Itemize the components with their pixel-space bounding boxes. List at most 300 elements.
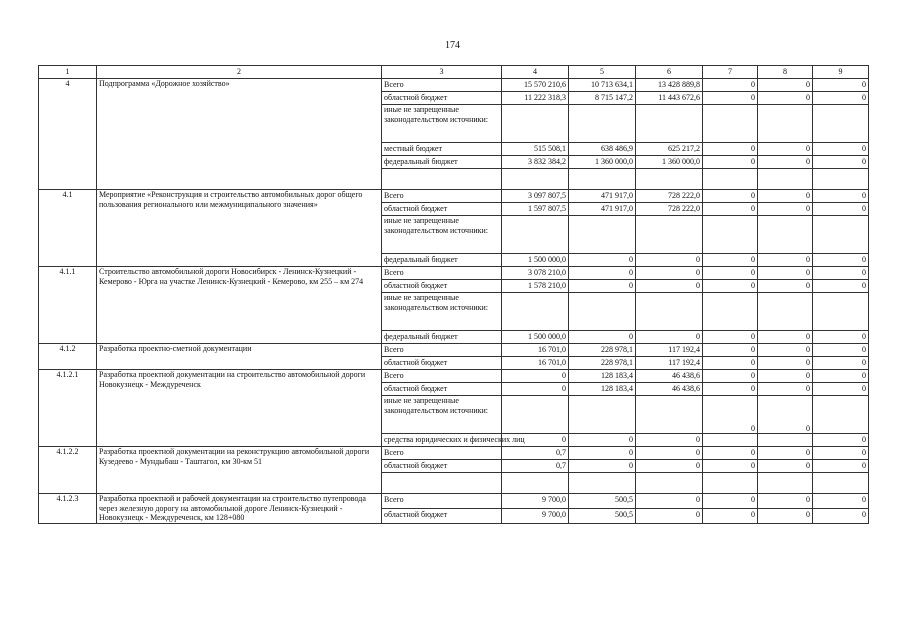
value: 0 xyxy=(751,80,755,89)
value: 0 xyxy=(751,204,755,213)
value: 0 xyxy=(862,358,866,367)
value: 0 xyxy=(806,448,810,457)
value: 1 597 807,5 xyxy=(528,204,566,213)
value-col-6 xyxy=(636,216,703,254)
value-col-8 xyxy=(758,267,813,280)
value: 0 xyxy=(562,384,566,393)
value-col-7 xyxy=(703,280,758,293)
value-col-5 xyxy=(569,156,636,169)
value: 15 570 210,6 xyxy=(524,80,566,89)
value-col-5 xyxy=(569,396,636,434)
column-header-8: 8 xyxy=(758,66,813,79)
funding-source xyxy=(382,434,525,447)
value: 0 xyxy=(562,371,566,380)
value-col-4 xyxy=(502,447,569,460)
value-col-7 xyxy=(703,370,758,383)
value xyxy=(760,105,810,142)
value: 0 xyxy=(696,461,700,470)
funding-source-label: федеральный бюджет xyxy=(384,255,458,264)
value-col-4 xyxy=(502,267,569,280)
row-code: 4.1.2.2 xyxy=(39,447,97,494)
funding-source-label: Всего xyxy=(384,191,404,200)
row-code: 4.1 xyxy=(39,190,97,267)
value: 500,5 xyxy=(615,509,633,519)
value-col-6 xyxy=(636,156,703,169)
funding-source-label: областной бюджет xyxy=(384,93,448,102)
column-header-row xyxy=(39,66,869,79)
value: 1 578 210,0 xyxy=(528,281,566,290)
value: 0 xyxy=(751,448,755,457)
value: 728 222,0 xyxy=(668,204,700,213)
value: 117 192,4 xyxy=(668,345,700,354)
funding-source-label: средства юридических и физических лиц xyxy=(384,435,525,444)
value-col-9 xyxy=(813,460,869,473)
value-col-4 xyxy=(502,105,569,143)
value-col-5 xyxy=(569,267,636,280)
value: 1 500 000,0 xyxy=(528,332,566,341)
funding-source xyxy=(382,357,502,370)
value-col-9 xyxy=(813,280,869,293)
value-col-7 xyxy=(703,460,758,473)
value xyxy=(571,216,633,253)
column-header-1: 1 xyxy=(39,66,97,79)
value: 13 428 889,8 xyxy=(658,80,700,89)
funding-source-label: областной бюджет xyxy=(384,384,448,393)
spacer-cell xyxy=(382,473,502,494)
value: 0 xyxy=(806,191,810,200)
funding-source xyxy=(382,92,502,105)
value: 0 xyxy=(751,332,755,341)
value: 10 713 634,1 xyxy=(591,80,633,89)
value-col-6 xyxy=(636,383,703,396)
value-col-5 xyxy=(569,460,636,473)
value-col-9 xyxy=(813,216,869,254)
value-col-8 xyxy=(758,434,813,447)
value-col-5 xyxy=(569,280,636,293)
funding-source-label: областной бюджет xyxy=(384,281,448,290)
value-col-4 xyxy=(502,396,569,434)
value: 1 360 000,0 xyxy=(595,157,633,166)
value-col-8 xyxy=(758,344,813,357)
value xyxy=(815,105,866,142)
row-name: Разработка проектной и рабочей документации на строительство путепровода через железную дорогу на автомобильной дороге Ленинск-Кузнецкий - Новокузнецк - Междуреченск, км 128+080 xyxy=(97,494,382,524)
value xyxy=(815,216,866,253)
funding-source xyxy=(382,331,502,344)
value-col-7 xyxy=(703,494,758,509)
value-col-6 xyxy=(636,143,703,156)
value: 0 xyxy=(629,268,633,277)
value-col-5 xyxy=(569,357,636,370)
funding-source xyxy=(382,293,502,331)
value-col-7 xyxy=(703,254,758,267)
value: 16 701,0 xyxy=(538,345,566,354)
value-col-9 xyxy=(813,190,869,203)
value: 0 xyxy=(806,461,810,470)
value-col-6 xyxy=(636,447,703,460)
value: 0 xyxy=(862,448,866,457)
value: 0 xyxy=(562,435,566,444)
funding-source xyxy=(382,383,502,396)
value xyxy=(638,293,700,330)
value-col-7 xyxy=(703,383,758,396)
value-col-8 xyxy=(758,508,813,523)
value: 0 xyxy=(629,332,633,341)
value-col-9 xyxy=(813,447,869,460)
value xyxy=(760,293,810,330)
value xyxy=(504,396,566,433)
funding-source-label: Всего xyxy=(384,371,404,380)
value-col-6 xyxy=(636,280,703,293)
value: 0 xyxy=(696,448,700,457)
value xyxy=(760,216,810,253)
value: 0 xyxy=(751,495,755,504)
value: 0 xyxy=(751,358,755,367)
funding-source-label: иные не запрещенные законодательством источники: xyxy=(384,216,489,235)
value: 117 192,4 xyxy=(668,358,700,367)
value xyxy=(504,216,566,253)
value: 1 360 000,0 xyxy=(662,157,700,166)
value-col-6 xyxy=(636,344,703,357)
value: 128 183,4 xyxy=(601,384,633,393)
row-name: Разработка проектно-сметной документации xyxy=(97,344,382,370)
funding-source-label: иные не запрещенные законодательством источники: xyxy=(384,293,489,312)
value-col-7 xyxy=(703,293,758,331)
value-col-9 xyxy=(813,267,869,280)
value: 0 xyxy=(629,448,633,457)
value: 0 xyxy=(629,461,633,470)
value-col-4 xyxy=(502,293,569,331)
row-name: Подпрограмма «Дорожное хозяйство» xyxy=(97,79,382,190)
value-col-9 xyxy=(813,370,869,383)
value xyxy=(815,396,866,433)
value: 0 xyxy=(751,191,755,200)
value: 0 xyxy=(751,93,755,102)
spacer-cell xyxy=(636,169,703,190)
value: 0 xyxy=(696,332,700,341)
value: 0 xyxy=(751,384,755,393)
column-header-2: 2 xyxy=(97,66,382,79)
value-col-7 xyxy=(703,190,758,203)
table-row xyxy=(39,370,869,383)
value-col-8 xyxy=(758,190,813,203)
spacer-cell xyxy=(636,473,703,494)
value: 471 917,0 xyxy=(601,191,633,200)
funding-source xyxy=(382,143,502,156)
value-col-4 xyxy=(502,216,569,254)
value-col-7 xyxy=(703,105,758,143)
row-name: Разработка проектной документации на строительство автомобильной дороги Новокузнецк - Междуреченск xyxy=(97,370,382,447)
value: 0 xyxy=(862,80,866,89)
budget-table xyxy=(38,65,869,524)
funding-source xyxy=(382,267,502,280)
value-col-5 xyxy=(569,143,636,156)
value-col-4 xyxy=(502,254,569,267)
funding-source-label: областной бюджет xyxy=(384,358,448,367)
value: 0 xyxy=(806,255,810,264)
table-row xyxy=(39,190,869,203)
page-number: 174 xyxy=(445,40,460,51)
value-col-8 xyxy=(758,143,813,156)
spacer-cell xyxy=(569,169,636,190)
value-col-8 xyxy=(758,280,813,293)
value: 0 xyxy=(862,281,866,290)
value-col-8 xyxy=(758,357,813,370)
value: 0 xyxy=(751,268,755,277)
value-col-7 xyxy=(703,508,758,523)
funding-source xyxy=(382,156,502,169)
value-col-9 xyxy=(813,105,869,143)
value-col-5 xyxy=(569,494,636,509)
value: 638 486,9 xyxy=(601,144,633,153)
value-col-4 xyxy=(502,280,569,293)
value: 3 832 384,2 xyxy=(528,157,566,166)
value-col-9 xyxy=(813,331,869,344)
value: 0 xyxy=(696,435,700,444)
funding-source xyxy=(382,447,502,460)
value: 228 978,1 xyxy=(601,358,633,367)
row-code: 4 xyxy=(39,79,97,190)
spacer-cell xyxy=(502,169,569,190)
row-name: Строительство автомобильной дороги Новосибирск - Ленинск-Кузнецкий - Кемерово - Юрга на участке Ленинск-Кузнецкий - Кемерово, км 255 – км 274 xyxy=(97,267,382,344)
funding-source-label: Всего xyxy=(384,80,404,89)
value-col-9 xyxy=(813,92,869,105)
value xyxy=(571,105,633,142)
value-col-8 xyxy=(758,216,813,254)
funding-source xyxy=(382,370,502,383)
value: 0 xyxy=(751,144,755,153)
value-col-6 xyxy=(636,434,703,447)
value: 0,7 xyxy=(556,448,566,457)
row-code: 4.1.1 xyxy=(39,267,97,344)
value-col-6 xyxy=(636,79,703,92)
value-col-8 xyxy=(758,203,813,216)
value-col-6 xyxy=(636,396,703,434)
value-col-5 xyxy=(569,293,636,331)
value-col-8 xyxy=(758,254,813,267)
value-col-4 xyxy=(502,494,569,509)
value: 0 xyxy=(751,281,755,290)
value-col-5 xyxy=(569,105,636,143)
spacer-cell xyxy=(382,169,502,190)
value-col-5 xyxy=(569,344,636,357)
funding-source xyxy=(382,344,502,357)
value: 0 xyxy=(751,371,755,380)
value: 16 701,0 xyxy=(538,358,566,367)
value: 0 xyxy=(862,191,866,200)
value: 0 xyxy=(862,371,866,380)
value-col-6 xyxy=(636,190,703,203)
column-header-9: 9 xyxy=(813,66,869,79)
funding-source xyxy=(382,216,502,254)
value: 1 500 000,0 xyxy=(528,255,566,264)
value: 0 xyxy=(806,157,810,166)
value-col-9 xyxy=(813,293,869,331)
value: 46 438,6 xyxy=(672,384,700,393)
value: 0 xyxy=(806,281,810,290)
value-col-8 xyxy=(758,105,813,143)
value-col-4 xyxy=(502,357,569,370)
value xyxy=(638,105,700,142)
value: 515 508,1 xyxy=(534,144,566,153)
funding-source xyxy=(382,396,502,434)
value: 11 222 318,3 xyxy=(524,93,566,102)
value-col-9 xyxy=(813,254,869,267)
value-col-8 xyxy=(758,383,813,396)
funding-source-label: областной бюджет xyxy=(384,509,448,519)
value-col-5 xyxy=(569,383,636,396)
value-col-6 xyxy=(636,105,703,143)
spacer-cell xyxy=(813,473,869,494)
value: 0 xyxy=(629,435,633,444)
value-col-7 xyxy=(703,357,758,370)
value-col-8 xyxy=(758,331,813,344)
value: 0 xyxy=(806,332,810,341)
value-col-9 xyxy=(813,383,869,396)
value-col-6 xyxy=(636,460,703,473)
value-col-7 xyxy=(703,92,758,105)
value-col-4 xyxy=(502,460,569,473)
value-col-4 xyxy=(502,344,569,357)
value xyxy=(705,434,755,446)
value: 0 xyxy=(751,423,755,433)
value-col-8 xyxy=(758,447,813,460)
funding-source xyxy=(382,190,502,203)
value-col-9 xyxy=(813,508,869,523)
table-row xyxy=(39,344,869,357)
value-col-7 xyxy=(703,203,758,216)
funding-source xyxy=(382,460,502,473)
value-col-4 xyxy=(502,190,569,203)
value-col-5 xyxy=(569,447,636,460)
value: 0 xyxy=(862,384,866,393)
value: 0 xyxy=(806,358,810,367)
value: 728 222,0 xyxy=(668,191,700,200)
table-row xyxy=(39,267,869,280)
value-col-5 xyxy=(569,190,636,203)
value-col-9 xyxy=(813,396,869,434)
value: 0 xyxy=(862,435,866,444)
column-header-7: 7 xyxy=(703,66,758,79)
value-col-4 xyxy=(502,156,569,169)
spacer-cell xyxy=(569,473,636,494)
value-col-7 xyxy=(703,447,758,460)
value-col-8 xyxy=(758,370,813,383)
value-col-6 xyxy=(636,370,703,383)
value-col-9 xyxy=(813,434,869,447)
value: 0 xyxy=(862,255,866,264)
value: 0 xyxy=(862,495,866,504)
value-col-6 xyxy=(636,92,703,105)
value-col-6 xyxy=(636,331,703,344)
value-col-9 xyxy=(813,79,869,92)
value-col-8 xyxy=(758,79,813,92)
table-row xyxy=(39,494,869,509)
column-header-4: 4 xyxy=(502,66,569,79)
value: 0 xyxy=(751,157,755,166)
value-col-5 xyxy=(569,92,636,105)
value: 625 217,2 xyxy=(668,144,700,153)
funding-source xyxy=(382,508,502,523)
value-col-7 xyxy=(703,344,758,357)
value: 0 xyxy=(751,509,755,519)
value-col-8 xyxy=(758,494,813,509)
value: 0 xyxy=(862,204,866,213)
value: 0 xyxy=(751,255,755,264)
value: 0 xyxy=(629,281,633,290)
value: 0 xyxy=(862,509,866,519)
value-col-4 xyxy=(502,331,569,344)
value xyxy=(638,396,700,433)
value: 0 xyxy=(862,461,866,470)
value-col-4 xyxy=(502,203,569,216)
value: 0 xyxy=(806,144,810,153)
spacer-cell xyxy=(703,473,758,494)
value-col-8 xyxy=(758,156,813,169)
value: 0 xyxy=(806,495,810,504)
value xyxy=(571,293,633,330)
funding-source-label: областной бюджет xyxy=(384,461,448,470)
value: 0 xyxy=(806,80,810,89)
value-col-8 xyxy=(758,92,813,105)
spacer-cell xyxy=(813,169,869,190)
value: 0 xyxy=(696,281,700,290)
value xyxy=(504,293,566,330)
value-col-9 xyxy=(813,357,869,370)
value: 0 xyxy=(751,461,755,470)
value-col-5 xyxy=(569,216,636,254)
value-col-4 xyxy=(502,92,569,105)
row-name: Мероприятие «Реконструкция и строительство автомобильных дорог общего пользования регионального или межмуниципального значения» xyxy=(97,190,382,267)
row-code: 4.1.2.1 xyxy=(39,370,97,447)
value: 0 xyxy=(806,371,810,380)
value: 0 xyxy=(862,93,866,102)
value: 0 xyxy=(696,495,700,504)
funding-source-label: Всего xyxy=(384,495,404,504)
row-name: Разработка проектной документации на реконструкцию автомобильной дороги Кузедеево - Мундыбаш - Таштагол, км 30-км 51 xyxy=(97,447,382,494)
spacer-cell xyxy=(758,473,813,494)
value-col-9 xyxy=(813,143,869,156)
value: 9 700,0 xyxy=(542,509,566,519)
value: 3 097 807,5 xyxy=(528,191,566,200)
value: 228 978,1 xyxy=(601,345,633,354)
value: 0 xyxy=(806,204,810,213)
value-col-6 xyxy=(636,293,703,331)
value: 46 438,6 xyxy=(672,371,700,380)
value xyxy=(571,396,633,433)
value: 0 xyxy=(696,509,700,519)
value-col-8 xyxy=(758,460,813,473)
value: 11 443 672,6 xyxy=(658,93,700,102)
value-col-4 xyxy=(502,143,569,156)
value: 0 xyxy=(862,268,866,277)
value: 0 xyxy=(806,93,810,102)
funding-source xyxy=(382,494,502,509)
value: 0 xyxy=(862,345,866,354)
column-header-6: 6 xyxy=(636,66,703,79)
value-col-7 xyxy=(703,396,758,434)
value xyxy=(705,293,755,330)
column-header-5: 5 xyxy=(569,66,636,79)
value-col-9 xyxy=(813,494,869,509)
funding-source xyxy=(382,105,502,143)
value: 471 917,0 xyxy=(601,204,633,213)
value-col-5 xyxy=(569,508,636,523)
value-col-9 xyxy=(813,344,869,357)
value-col-7 xyxy=(703,331,758,344)
funding-source xyxy=(382,79,502,92)
value xyxy=(504,105,566,142)
value: 0 xyxy=(806,384,810,393)
